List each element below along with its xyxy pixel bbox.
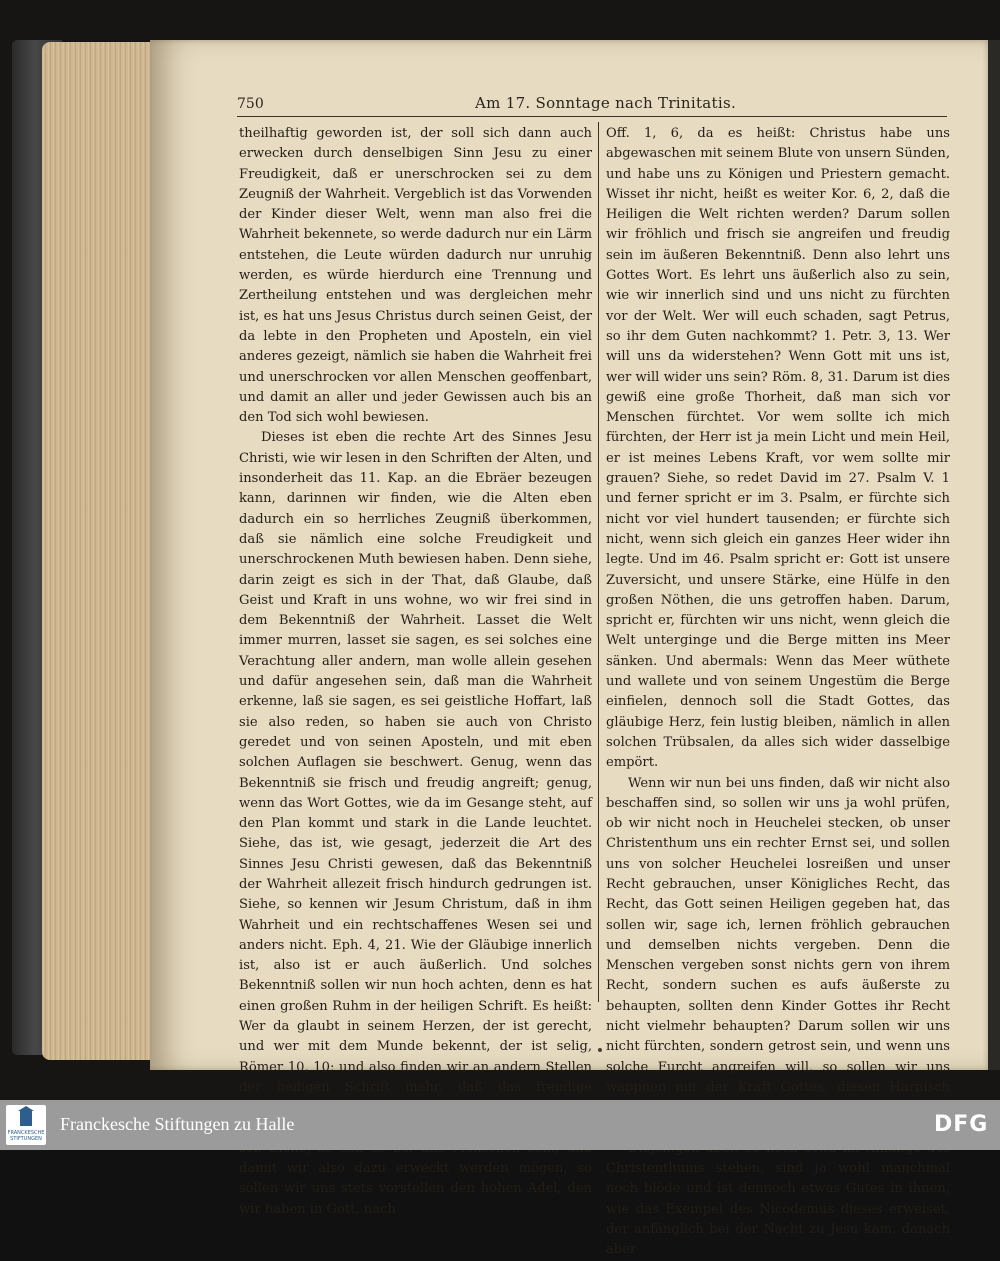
francke-logo-icon[interactable]	[6, 1105, 46, 1145]
scan-border	[988, 40, 1000, 1070]
page-number: 750	[237, 96, 264, 112]
paragraph: Dieses ist eben die rechte Art des Sinnes Jesu Christi, wie wir lesen in den Schriften der Alten, und insonderheit das 11. Kap. an die Ebräer bezeugen kann, darinnen wir finden, wie die Alten eben dadurch ein so herrliches Zeugniß überkommen, daß sie nämlich eine solche Freudigkeit und unerschrockenen Muth bewiesen haben. Denn siehe, darin zeigt es sich in der That, daß Glaube, daß Geist und Kraft in uns wohne, wo wir frei sind in dem Bekenntniß der Wahrheit. Lasset die Welt immer murren, lasset sie sagen, es sei solches eine Verachtung aller andern, man wolle allein gesehen und dafür angesehen sein, daß man die Wahrheit erkenne, laß sie sagen, es sei geistliche Hoffart, laß sie also reden, so haben sie auch von Christo geredet und von seinen Aposteln, und mit eben solchen Auflagen sie beschwert. Genug, wenn das Bekenntniß sie frisch und freudig angreift; genug, wenn das Wort Gottes, wie da im Gesange steht, auf den Plan kommt und stark in die Lande leuchtet. Siehe, das ist, wie gesagt, jederzeit die Art des Sinnes Jesu Christi gewesen, daß das Bekenntniß der Wahrheit allezeit frisch hindurch gedrungen ist. Siehe, so kennen wir Jesum Christum, daß in ihm Wahrheit und ein rechtschaffenes Wesen sei und anders nicht. Eph. 4, 21. Wie der Gläubige innerlich ist, also ist er auch äußerlich. Und solches Bekenntniß sollen wir nun hoch achten, denn es hat einen großen Ruhm in der heiligen Schrift. Es heißt: Wer da glaubt in seinem Herzen, der ist gerecht, und wer mit dem Munde bekennt, der ist selig, Römer 10, 10; und also finden wir an andern Stellen der heiligen Schrift mehr, daß das freudige damit wir also dazu erweckt werden mögen, so sollen wir uns stets vorstellen den hohen Adel, den wir haben in Gott, nach	[239, 430, 592, 1217]
paragraph: Off. 1, 6, da es heißt: Christus habe uns abgewaschen mit seinem Blute von unsern Sünden, und habe uns zu Königen und Priestern gemacht. Wisset ihr nicht, heißt es weiter Kor. 6, 2, daß die Heiligen die Welt richten werden? Darum sollen wir fröhlich und frisch sie angreifen und freudig sein im äußeren Bekenntniß. Denn also lehrt uns Gottes Wort. Es lehrt uns äußerlich also zu sein, wie wir innerlich sind und uns nicht zu fürchten vor der Welt. Wer will euch schaden, sagt Petrus, so ihr dem Guten nachkommt? 1. Petr. 3, 13. Wer will uns da widerstehen? Wenn Gott mit uns ist, wer will wider uns sein? Röm. 8, 31. Darum ist dies gewiß eine große Thorheit, daß man sich vor Menschen fürchtet. Vor wem sollte ich mich fürchten, der Herr ist ja mein Licht und mein Heil, er ist meines Lebens Kraft, vor wem sollte mir grauen? Siehe, so redet David im 27. Psalm V. 1 und ferner spricht er im 3. Psalm, er fürchte sich nicht vor viel hundert tausenden; er fürchte sich nicht, wenn sich gleich ein ganzes Heer wider ihn legte. Und im 46. Psalm spricht er: Gott ist unsere Zuversicht, und unsere Stärke, eine Hülfe in den großen Nöthen, die uns getroffen haben. Darum, spricht er, fürchten wir uns nicht, wenn gleich die Welt unterginge und die Berge mitten ins Meer sänken. Und abermals: Wenn das Meer wüthete und wallete und von seinem Ungestüm die Berge einfielen, dennoch soll die Stadt Gottes, das gläubige Herz, fein lustig bleiben, nämlich in allen solchen Trübsalen, da alles sich wider dasselbige empört.	[606, 126, 950, 771]
paragraph: Wenn wir nun bei uns finden, daß wir nicht also beschaffen sind, so sollen wir uns ja wohl prüfen, ob wir nicht noch in Heuchelei stecken, ob unser Christenthum uns ein rechter Ernst sei, und sollen uns von solcher Heuchelei losreißen und unser Recht gebrauchen, unser Königliches Recht, das Recht, das Gott seinen Heiligen gegeben hat, das sollen wir, sage ich, lernen fröhlich gebrauchen und demselben nichts vergeben. Denn die Menschen vergeben sonst nichts gern von ihrem Recht, sondern suchen es aufs äußerste zu behaupten, sollten denn Kinder Gottes ihr Recht nicht vielmehr behaupten? Darum sollen wir uns nicht fürchten, sondern getrost sein, und wenn uns solche Furcht angreifen will, so sollen wir uns wappnen mit der Kraft Gottes, diesen Harnisch	[606, 775, 950, 1095]
building-shape	[20, 1110, 32, 1126]
paragraph: theilhaftig geworden ist, der soll sich dann auch erwecken durch denselbigen Sinn Jesu zu einer Freudigkeit, daß er unerschrocken sei zu dem Zeugniß der Wahrheit. Vergeblich ist das Vorwenden der Kinder dieser Welt, wenn man also frei die Wahrheit bekennete, so werde dadurch nur ein Lärm entstehen, die Leute würden dadurch nur unruhig werden, es würde hierdurch eine Trennung und Zertheilung entstehen und was dergleichen mehr ist, es hat uns Jesus Christus durch seinen Geist, der da lebte in den Propheten und Aposteln, ein viel anderes gezeigt, nämlich sie haben die Wahrheit frei und unerschrocken vor allen Menschen geoffenbart, und damit an aller und jeder Gewissen auch bis an den Tod sich wohl bewiesen.	[239, 126, 592, 426]
paragraph: Christenthums stehen, sind ja wohl manchmal noch blöde und ist dennoch etwas Gutes in ihnen, wie das Exempel des Nicodemus dieses erweiset, der anfänglich bei der Nacht zu Jesu kam, danach aber	[606, 1161, 950, 1258]
logo-caption: FRANCKESCHE STIFTUNGEN	[7, 1130, 45, 1142]
running-head: Am 17. Sonntage nach Trinitatis.	[475, 94, 737, 112]
dfg-logo-icon[interactable]: DFG	[934, 1112, 989, 1137]
ink-dot	[598, 1048, 602, 1052]
right-column	[606, 124, 950, 1261]
header-rule	[237, 116, 947, 117]
left-column	[239, 124, 592, 1220]
page-edges	[42, 42, 162, 1060]
institution-name[interactable]: Franckesche Stiftungen zu Halle	[60, 1114, 295, 1134]
viewer-footer	[0, 1100, 1000, 1150]
column-divider	[598, 122, 599, 1002]
